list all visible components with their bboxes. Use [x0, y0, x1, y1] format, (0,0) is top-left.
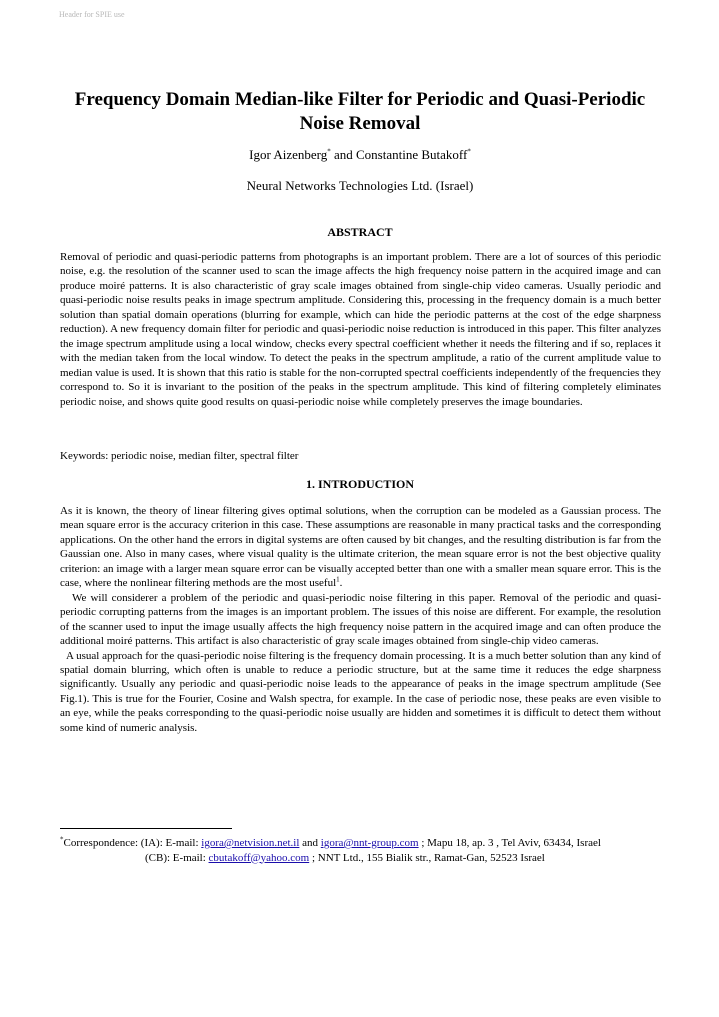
footnote-marker: *: [60, 835, 64, 844]
abstract-text: Removal of periodic and quasi-periodic patterns from photographs is an important problem. There are a lot of sources of this periodic noise, e.g. the resolution of the scanner used to scan the image affects the high frequency noise pattern in the acquired image and can produce moiré patterns. It is also characteristic of gray scale images obtained from single-chip video cameras. Usually periodic and quasi-periodic noise results peaks in image spectrum amplitude. Considering this, processing in the frequency domain is a much better solution than spatial domain operations (blurring for example, which can hide the periodic patterns at the cost of the edge sharpness reduction). A new frequency domain filter for periodic and quasi-periodic noise reduction is introduced in this paper. This filter analyzes the image spectrum amplitude using a local window, checks every spectral coefficient whether it needs the filtering and if so, replaces it with the median taken from the local window. To detect the peaks in the spectrum amplitude, a ratio of the current amplitude value to median value is used. It is shown that this ratio is stable for the non-corrupted spectral coefficients independently of the frequencies they correspond to. So it is invariant to the position of the peaks in the spectrum amplitude. This kind of filtering completely eliminates periodic noise, and shows quite good results on quasi-periodic noise while completely preserves the image boundaries.: [60, 251, 661, 408]
introduction-body: [60, 504, 661, 735]
email-link-cbutakoff[interactable]: cbutakoff@yahoo.com: [208, 851, 310, 864]
introduction-heading: 1. INTRODUCTION: [305, 477, 414, 491]
abstract-heading: ABSTRACT: [327, 225, 393, 239]
footnote-marker: *: [327, 147, 331, 156]
intro-paragraph-3: A usual approach for the quasi-periodic noise filtering is the frequency domain processing. It is a much better solution than any kind of spatial domain blurring, which often is unable to reduce a periodic structure, but at the same time it reduces the edge sharpness significantly. Usually any periodic and quasi-periodic noise leads to the appearance of peaks in the image spectrum amplitude (See Fig.1). This is true for the Fourier, Cosine and Walsh spectra, for example. In the case of periodic nose, these peaks are even visible to an eye, while the peaks corresponding to the quasi-periodic noise usually are hidden and sometimes it is difficult to detect them without some kind of numeric analysis.: [60, 649, 661, 734]
intro-paragraph-1: [60, 504, 661, 591]
footnote-line-2: [60, 851, 680, 866]
author-name: Constantine Butakoff: [356, 147, 468, 162]
keywords: Keywords: periodic noise, median filter, spectral filter: [60, 450, 299, 462]
footnote-conjunction: and: [299, 837, 321, 849]
footnote-address: ; Mapu 18, ap. 3 , Tel Aviv, 63434, Israel: [418, 837, 601, 849]
paper-title: Frequency Domain Median-like Filter for Periodic and Quasi-Periodic Noise Removal: [74, 89, 646, 134]
author-line: [60, 147, 660, 163]
correspondence-footnote: [60, 836, 680, 865]
email-link-igora-nnt[interactable]: igora@nnt-group.com: [320, 837, 419, 849]
intro-paragraph-2: We will considerer a problem of the periodic and quasi-periodic noise filtering in this paper. Removal of the periodic and quasi-periodic corrupting patterns from the images is an important problem. The issues of this noise are different. For example, the resolution of the scanner used to input the image usually affects the high frequency noise pattern in the acquired image and can often produce the additional moiré patterns. This artifact is also characteristic of gray scale images obtained from single-chip video cameras.: [60, 591, 661, 648]
author-name: Igor Aizenberg: [249, 147, 328, 162]
affiliation: Neural Networks Technologies Ltd. (Israel): [246, 178, 474, 193]
intro-paragraph-1-text: As it is known, the theory of linear filtering gives optimal solutions, when the corruption can be modeled as a Gaussian process. The mean square error is the accuracy criterion in this case. These assumptions are reasonable in many practical tasks and the corresponding applications. On the other hand the errors in digital systems are often caused by bit changes, and the resulting distribution is far from the Gaussian one. Also in many cases, where visual quality is the ultimate criterion, the mean square error is not the best objective quality criterion: an image with a larger mean square error can be visually accepted better than one with a smaller mean square error. This is the case, where the nonlinear filtering methods are the most useful: [60, 505, 661, 590]
author-conjunction: and: [330, 147, 357, 162]
footnote-separator: [60, 828, 232, 829]
citation-marker: 1: [336, 575, 340, 584]
email-link-igora-netvision[interactable]: igora@netvision.net.il: [201, 837, 300, 849]
footnote-label: Correspondence: (IA): E-mail:: [63, 837, 202, 849]
sentence-end: .: [339, 577, 343, 590]
footnote-line-1: [60, 836, 680, 851]
footnote-marker: *: [467, 147, 471, 156]
footnote-address: ; NNT Ltd., 155 Bialik str., Ramat-Gan, 52523 Israel: [309, 851, 545, 864]
footnote-label: (CB): E-mail:: [145, 851, 209, 864]
spie-header-note: Header for SPIE use: [59, 10, 125, 19]
